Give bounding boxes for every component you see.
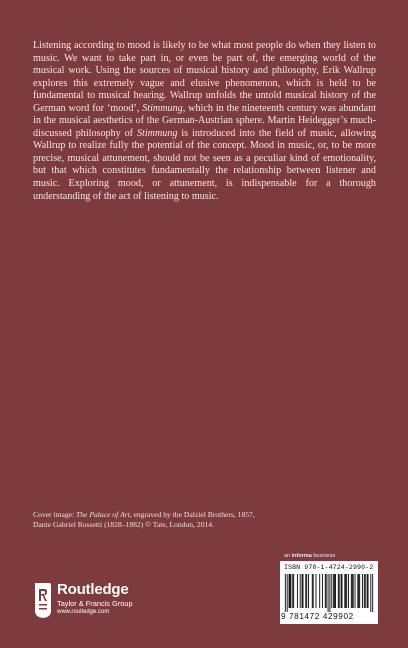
barcode-bar <box>303 574 304 608</box>
publisher-url: www.routledge.com <box>57 609 110 615</box>
barcode-bar <box>322 574 323 608</box>
barcode-bar <box>333 574 334 608</box>
barcode-bar <box>290 574 291 608</box>
barcode-bar <box>297 574 298 608</box>
barcode-bar <box>365 574 366 608</box>
barcode-bar <box>352 574 353 608</box>
blurb-stimmung-2: Stimmung <box>136 127 178 139</box>
barcode-bar <box>344 574 345 608</box>
routledge-seal-icon <box>33 581 53 619</box>
barcode-bar <box>357 574 358 608</box>
barcode-bar <box>319 574 320 608</box>
isbn-number: ISBN 978-1-4724-2990-2 <box>284 564 374 571</box>
barcode-bar <box>341 574 342 608</box>
barcode-bar <box>306 574 307 608</box>
informa-business-tag <box>284 553 335 559</box>
barcode-bar <box>285 574 286 612</box>
credit-artwork-title: The Palace of Art <box>76 510 130 519</box>
barcode-bar <box>342 574 343 608</box>
publisher-group: Taylor & Francis Group <box>57 599 133 608</box>
barcode-bar <box>351 574 352 608</box>
barcode-bar <box>367 574 368 608</box>
publisher-name: Routledge <box>57 581 129 598</box>
barcode-bar <box>308 574 309 608</box>
barcode-bar <box>355 574 356 608</box>
barcode-bar <box>372 574 373 612</box>
blurb-stimmung-1: Stimmung <box>142 102 183 114</box>
isbn-barcode <box>280 561 378 624</box>
barcode-bars <box>283 574 375 612</box>
barcode-bar <box>287 574 288 612</box>
barcode-bar <box>316 574 317 608</box>
barcode-bar <box>329 574 330 612</box>
barcode-bar <box>338 574 339 608</box>
barcode-bar <box>305 574 306 608</box>
barcode-bar <box>326 574 327 608</box>
informa-post: business <box>311 553 336 559</box>
barcode-bar <box>292 574 293 608</box>
barcode-bar <box>325 574 326 608</box>
barcode-bar <box>300 574 301 608</box>
barcode-bar <box>345 574 346 608</box>
barcode-bar <box>328 574 329 612</box>
credit-rest: , engraved by the Dalziel Brothers, 1857, Dante Gabriel Rossetti (1828–1882) © Tate, London, 2014. <box>33 510 255 529</box>
blurb-text-2: , which in the nineteenth century was abundant in the musical aesthetics of the German-Austrian sphere. Martin Heidegger’s much-discussed philosophy of <box>33 102 377 139</box>
barcode-bar <box>313 574 314 608</box>
barcode-bar <box>335 574 336 608</box>
barcode-bar <box>353 574 354 608</box>
barcode-bar <box>339 574 340 608</box>
barcode-digits: 9 781472 429902 <box>281 612 354 621</box>
barcode-bar <box>334 574 335 608</box>
barcode-bar <box>370 574 371 612</box>
blurb-text-3: is introduced into the field of music, allowing Wallrup to realize fully the potential of the concept. Mood in music, or, to be more precise, musical attunement, should not be seen as a peculiar kind of emotionality, but that which constitutes fundamentally the relationship between listener and music. Exploring mood, or attunement, is indispensable for a thorough understanding of the act of listening to music. <box>33 127 377 202</box>
barcode-bar <box>331 574 332 608</box>
barcode-bar <box>362 574 363 608</box>
barcode-bar <box>290 574 291 608</box>
credit-prefix: Cover image: <box>33 510 77 519</box>
barcode-bar <box>346 574 347 608</box>
barcode-bar <box>368 574 369 608</box>
blurb-text-1: Listening according to mood is likely to be what most people do when they listen to music. We want to take part in, or even be part of, the emerging world of the musical work. Using the sources of musical history and philosophy, Erik Wallrup explores this extremely vague and elusive phenomenon, which is held to be fundamental to musical hearing. Wallrup unfolds the untold musical history of the German word for ‘mood’, <box>33 40 376 114</box>
barcode-bar <box>348 574 349 608</box>
barcode-bar <box>312 574 313 608</box>
cover-image-credit <box>33 510 273 530</box>
barcode-bar <box>293 574 294 608</box>
barcode-bar <box>359 574 360 608</box>
back-cover-blurb <box>33 40 376 203</box>
barcode-bar <box>302 574 303 608</box>
barcode-bar <box>358 574 359 608</box>
informa-pre: an <box>284 553 292 559</box>
barcode-bar <box>364 574 365 608</box>
barcode-bar <box>289 574 290 608</box>
informa-brand: informa <box>291 553 312 559</box>
